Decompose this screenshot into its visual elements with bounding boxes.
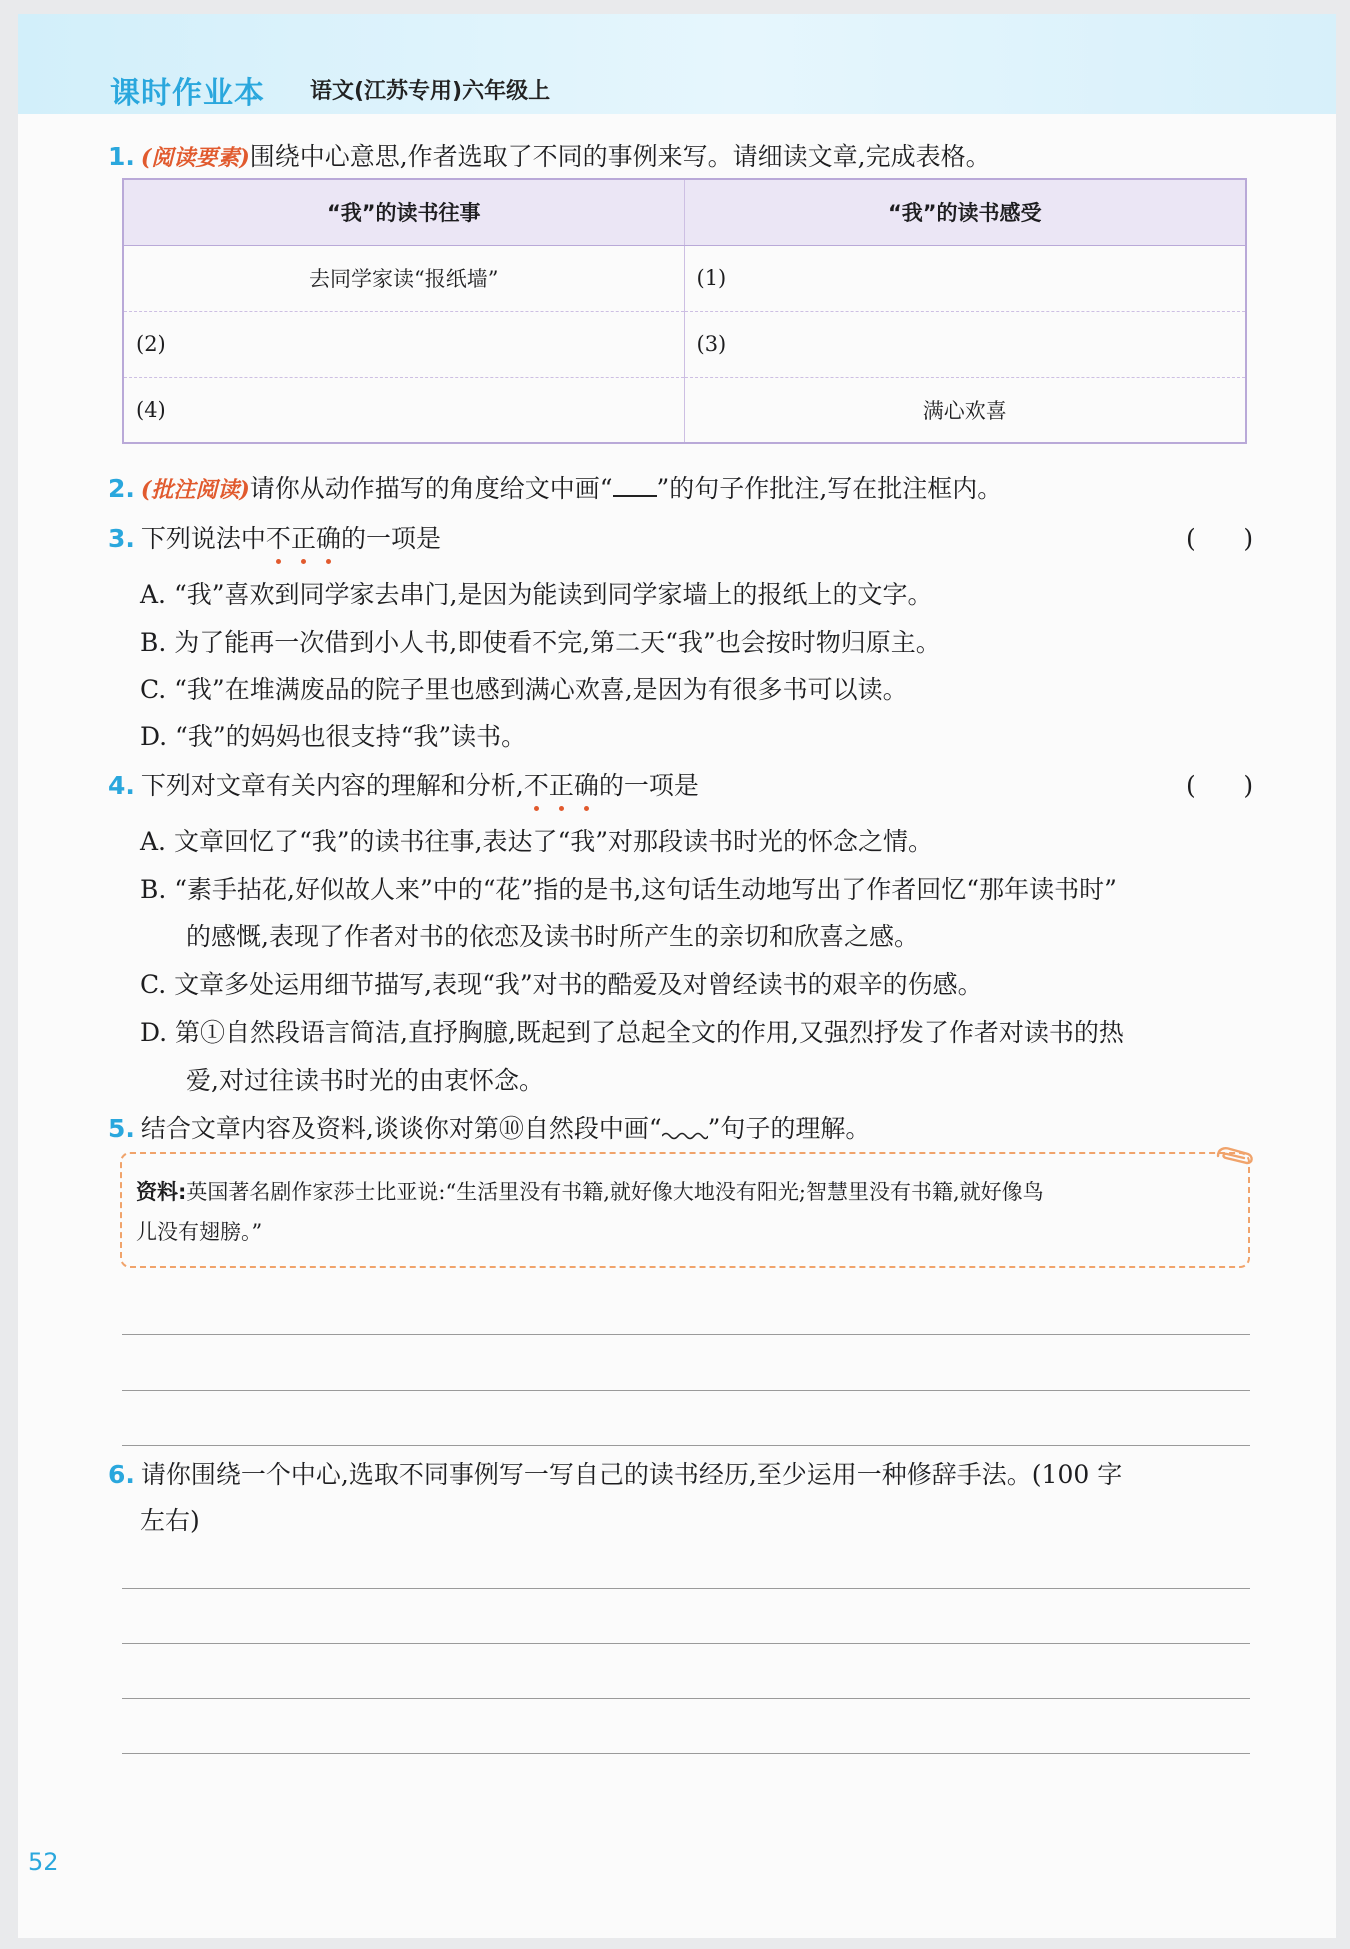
question-3 bbox=[108, 520, 441, 558]
table-header: “我”的读书往事 bbox=[123, 179, 684, 245]
material-line-2: 儿没有翅膀。” bbox=[136, 1220, 263, 1244]
question-number: 4. bbox=[108, 771, 135, 800]
question-text: 围绕中心意思,作者选取了不同的事例来写。请细读文章,完成表格。 bbox=[249, 142, 991, 171]
question-text: 结合文章内容及资料,谈谈你对第⑩自然段中画“ bbox=[140, 1114, 662, 1143]
answer-bracket[interactable]: ( ) bbox=[1186, 524, 1254, 553]
emphasis-char: 确 bbox=[316, 520, 341, 558]
question-text: 的一项是 bbox=[598, 771, 699, 800]
material-text: 英国著名剧作家莎士比亚说:“生活里没有书籍,就好像大地没有阳光;智慧里没有书籍,就好像鸟 bbox=[186, 1180, 1044, 1204]
question-text: 的一项是 bbox=[340, 524, 441, 553]
underline-marker bbox=[613, 473, 657, 497]
emphasis-char: 不 bbox=[524, 767, 549, 805]
question-4 bbox=[108, 767, 699, 805]
option-c: C. 文章多处运用细节描写,表现“我”对书的酷爱及对曾经读书的艰辛的伤感。 bbox=[140, 970, 983, 999]
option-d-cont: 爱,对过往读书时光的由衷怀念。 bbox=[186, 1066, 544, 1095]
question-number: 5. bbox=[108, 1114, 135, 1143]
table-header: “我”的读书感受 bbox=[684, 179, 1246, 245]
option-b-cont: 的感慨,表现了作者对书的依恋及读书时所产生的亲切和欣喜之感。 bbox=[186, 922, 919, 951]
table-cell: 满心欢喜 bbox=[684, 377, 1246, 443]
wavy-line-marker bbox=[662, 1113, 708, 1137]
answer-line[interactable] bbox=[122, 1334, 1250, 1335]
emphasis-char: 正 bbox=[549, 767, 574, 805]
question-text: 下列对文章有关内容的理解和分析, bbox=[140, 771, 524, 800]
question-number: 1. bbox=[108, 142, 135, 171]
option-b: B. “素手拈花,好似故人来”中的“花”指的是书,这句话生动地写出了作者回忆“那年读书时” bbox=[140, 875, 1117, 904]
question-text: 请你围绕一个中心,选取不同事例写一写自己的读书经历,至少运用一种修辞手法。(100 字 bbox=[140, 1460, 1123, 1489]
table-cell: 去同学家读“报纸墙” bbox=[123, 245, 684, 311]
table-cell-answer[interactable]: (1) bbox=[684, 245, 1246, 311]
material-label: 资料: bbox=[136, 1180, 187, 1204]
brand-title: 课时作业本 bbox=[110, 76, 265, 111]
option-a: A. “我”喜欢到同学家去串门,是因为能读到同学家墙上的报纸上的文字。 bbox=[140, 580, 933, 609]
question-6-cont: 左右) bbox=[140, 1506, 200, 1535]
material-line-1 bbox=[136, 1172, 1234, 1212]
paperclip-icon bbox=[1212, 1142, 1256, 1182]
question-tag: (批注阅读) bbox=[140, 477, 250, 503]
answer-bracket[interactable]: ( ) bbox=[1186, 771, 1254, 800]
question-1 bbox=[108, 138, 991, 177]
option-c: C. “我”在堆满废品的院子里也感到满心欢喜,是因为有很多书可以读。 bbox=[140, 675, 908, 704]
answer-line[interactable] bbox=[122, 1588, 1250, 1589]
option-d: D. 第①自然段语言简洁,直抒胸臆,既起到了总起全文的作用,又强烈抒发了作者对读书的热 bbox=[140, 1018, 1124, 1047]
emphasis-char: 确 bbox=[574, 767, 599, 805]
answer-line[interactable] bbox=[122, 1390, 1250, 1391]
answer-line[interactable] bbox=[122, 1445, 1250, 1446]
option-b: B. 为了能再一次借到小人书,即使看不完,第二天“我”也会按时物归原主。 bbox=[140, 628, 941, 657]
question-text: ”句子的理解。 bbox=[707, 1114, 871, 1143]
page-number: 52 bbox=[28, 1848, 59, 1876]
answer-line[interactable] bbox=[122, 1698, 1250, 1699]
question-number: 2. bbox=[108, 474, 135, 503]
table-cell-answer[interactable]: (2) bbox=[123, 311, 684, 377]
emphasis-char: 不 bbox=[266, 520, 291, 558]
question-text: ”的句子作批注,写在批注框内。 bbox=[656, 474, 1003, 503]
option-a: A. 文章回忆了“我”的读书往事,表达了“我”对那段读书时光的怀念之情。 bbox=[140, 827, 934, 856]
question-5 bbox=[108, 1110, 870, 1148]
question-number: 3. bbox=[108, 524, 135, 553]
option-d: D. “我”的妈妈也很支持“我”读书。 bbox=[140, 722, 527, 751]
table-cell-answer[interactable]: (4) bbox=[123, 377, 684, 443]
emphasis-char: 正 bbox=[291, 520, 316, 558]
table-cell-answer[interactable]: (3) bbox=[684, 311, 1246, 377]
question-2 bbox=[108, 470, 1002, 509]
reading-table bbox=[122, 178, 1247, 444]
question-number: 6. bbox=[108, 1460, 135, 1489]
question-text: 请你从动作描写的角度给文中画“ bbox=[249, 474, 613, 503]
answer-line[interactable] bbox=[122, 1643, 1250, 1644]
subject-title: 语文(江苏专用)六年级上 bbox=[310, 79, 551, 104]
question-tag: (阅读要素) bbox=[140, 145, 250, 171]
question-text: 下列说法中 bbox=[140, 524, 266, 553]
material-box bbox=[120, 1152, 1250, 1268]
question-6 bbox=[108, 1456, 1122, 1494]
answer-line[interactable] bbox=[122, 1753, 1250, 1754]
